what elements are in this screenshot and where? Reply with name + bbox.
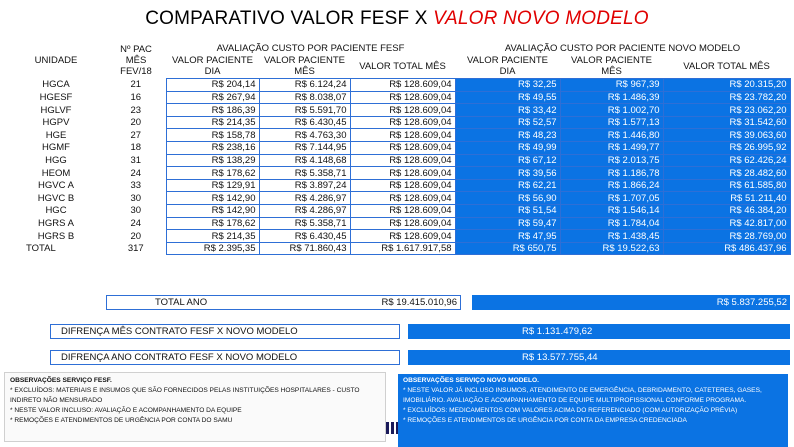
novo-dia-cell: R$ 33,42 [455,104,560,117]
table-body [6,79,790,243]
novo-total-cell: R$ 28.482,60 [663,167,790,180]
novo-mes-cell: R$ 1.486,39 [560,91,663,104]
table-row [6,154,790,167]
novo-total-cell: R$ 51.211,40 [663,192,790,205]
dif-mes-label-box [50,324,400,339]
header-npac: Nº PAC MÊS FEV/18 [120,43,152,77]
table-row [6,205,790,218]
novo-dia-cell: R$ 59,47 [455,217,560,230]
novo-dia-cell: R$ 62,21 [455,179,560,192]
obs-fesf-box [4,372,386,442]
novo-total-cell: R$ 23.062,20 [663,104,790,117]
title-part2: VALOR NOVO MODELO [433,8,649,29]
fesf-dia-cell: R$ 178,62 [166,167,259,180]
novo-dia-cell: R$ 49,99 [455,142,560,155]
dif-mes-value-box [408,324,790,339]
novo-mes-cell: R$ 1.577,13 [560,116,663,129]
dif-ano-value-box [408,350,790,365]
npac-cell: 20 [130,230,142,242]
novo-mes-cell: R$ 1.707,05 [560,192,663,205]
npac-cell: 30 [130,192,142,204]
header-fesf-group: AVALIAÇÃO CUSTO POR PACIENTE FESF [216,42,405,54]
unit-cell: HGPV [42,117,70,129]
unit-cell: HGLVF [40,104,72,116]
novo-total-cell: R$ 42.817,00 [663,217,790,230]
page-title [0,8,794,30]
header-novo-dia: VALOR PACIENTE DIA [467,54,548,77]
header-novo-group: AVALIAÇÃO CUSTO POR PACIENTE NOVO MODELO [504,42,741,54]
novo-total-cell: R$ 61.585,80 [663,179,790,192]
novo-mes-cell: R$ 1.002,70 [560,104,663,117]
fesf-dia-cell: R$ 129,91 [166,179,259,192]
dif-mes-row [50,324,790,339]
fesf-dia-cell: R$ 186,39 [166,104,259,117]
total-ano-novo-value: R$ 5.837.255,52 [716,297,787,308]
table-row [6,91,790,104]
obs-novo-item: * EXCLUÍDOS: MEDICAMENTOS COM VALORES ACIMA DO REFERENCIADO (COM AUTORIZAÇÃO PRÉVIA) [403,407,738,414]
total-novo-dia: R$ 650,75 [455,242,560,255]
fesf-total-cell: R$ 128.609,04 [350,79,455,92]
title-part1: COMPARATIVO VALOR FESF X [145,8,434,29]
fesf-total-cell: R$ 128.609,04 [350,116,455,129]
novo-total-cell: R$ 28.769,00 [663,230,790,243]
fesf-total-cell: R$ 128.609,04 [350,104,455,117]
table-row [6,79,790,92]
fesf-mes-cell: R$ 6.430,45 [259,230,350,243]
obs-fesf-item: * EXCLUÍDOS: MATERIAIS E INSUMOS QUE SÃO FORNECIDOS PELAS INSTITUIÇÕES HOSPITALARES - CUSTO INDIRETO NÃO MENSURADO [10,387,360,404]
total-npac: 317 [127,243,144,255]
dif-ano-label-box [50,350,400,365]
obs-fesf-item: * REMOÇÕES E ATENDIMENTOS DE URGÊNCIA POR CONTA DO SAMU [10,417,233,424]
dif-mes-label: DIFRENÇA MÊS CONTRATO FESF X NOVO MODELO [61,326,298,337]
npac-cell: 30 [130,205,142,217]
header-fesf-total: VALOR TOTAL MÊS [359,60,446,72]
total-ano-novo-box [472,295,790,310]
novo-mes-cell: R$ 1.438,45 [560,230,663,243]
fesf-dia-cell: R$ 204,14 [166,79,259,92]
total-fesf-mes: R$ 71.860,43 [259,242,350,255]
fesf-mes-cell: R$ 4.286,97 [259,192,350,205]
obs-novo-title: OBSERVAÇÕES SERVIÇO NOVO MODELO. [403,377,539,384]
table-row [6,142,790,155]
dif-mes-value: R$ 1.131.479,62 [522,326,593,337]
npac-cell: 27 [130,129,142,141]
fesf-mes-cell: R$ 5.358,71 [259,217,350,230]
fesf-dia-cell: R$ 138,29 [166,154,259,167]
total-ano-fesf-box [106,295,461,310]
total-label: TOTAL [26,243,56,255]
novo-dia-cell: R$ 51,54 [455,205,560,218]
table-row [6,104,790,117]
fesf-total-cell: R$ 128.609,04 [350,205,455,218]
fesf-total-cell: R$ 128.609,04 [350,91,455,104]
obs-novo-item: * NESTE VALOR JÁ INCLUSO INSUMOS, ATENDIMENTO DE EMERGÊNCIA, DEBRIDAMENTO, CATETERES, GASES, IMOBILIÁRIO. AVALIAÇÃO E ACOMPANHAMENTO DE EQUIPE MULTIPROFISSIONAL CONFORME PROGRAMA. [403,387,762,404]
table-row [6,167,790,180]
novo-total-cell: R$ 46.384,20 [663,205,790,218]
novo-mes-cell: R$ 1.499,77 [560,142,663,155]
novo-dia-cell: R$ 47,95 [455,230,560,243]
header-fesf-mes: VALOR PACIENTE MÊS [264,54,345,77]
table-row [6,179,790,192]
fesf-dia-cell: R$ 267,94 [166,91,259,104]
novo-mes-cell: R$ 1.784,04 [560,217,663,230]
fesf-total-cell: R$ 128.609,04 [350,154,455,167]
fesf-total-cell: R$ 128.609,04 [350,230,455,243]
unit-cell: HEOM [41,167,71,179]
dif-ano-label: DIFRENÇA ANO CONTRATO FESF X NOVO MODELO [61,352,298,363]
unit-cell: HGRS A [38,217,74,229]
table-row [6,116,790,129]
dif-ano-row [50,350,790,365]
fesf-total-cell: R$ 128.609,04 [350,129,455,142]
total-ano-label: TOTAL ANO [155,297,208,308]
novo-total-cell: R$ 31.542,60 [663,116,790,129]
novo-total-cell: R$ 20.315,20 [663,79,790,92]
table-row [6,192,790,205]
novo-mes-cell: R$ 1.866,24 [560,179,663,192]
novo-dia-cell: R$ 49,55 [455,91,560,104]
total-fesf-dia: R$ 2.395,35 [166,242,259,255]
obs-fesf-title: OBSERVAÇÕES SERVIÇO FESF. [10,377,112,384]
fesf-mes-cell: R$ 8.038,07 [259,91,350,104]
unit-cell: HGMF [42,142,70,154]
total-row [6,242,790,255]
header-unidade: UNIDADE [34,54,78,66]
unit-cell: HGG [45,154,67,166]
unit-cell: HGE [45,129,67,141]
fesf-dia-cell: R$ 178,62 [166,217,259,230]
table-row [6,230,790,243]
npac-cell: 24 [130,167,142,179]
npac-cell: 31 [130,154,142,166]
fesf-total-cell: R$ 128.609,04 [350,192,455,205]
obs-novo-item: * REMOÇÕES E ATENDIMENTOS DE URGÊNCIA POR CONTA DA EMPRESA CREDENCIADA [403,417,687,424]
unit-cell: HGC [45,205,67,217]
total-fesf-total: R$ 1.617.917,58 [350,242,455,255]
novo-dia-cell: R$ 56,90 [455,192,560,205]
fesf-mes-cell: R$ 6.124,24 [259,79,350,92]
npac-cell: 23 [130,104,142,116]
unit-cell: HGRS B [37,230,75,242]
npac-cell: 21 [130,79,142,91]
unit-cell: HGESF [39,91,73,103]
fesf-total-cell: R$ 128.609,04 [350,179,455,192]
header-novo-total: VALOR TOTAL MÊS [683,60,770,72]
obs-fesf-item: * NESTE VALOR INCLUSO: AVALIAÇÃO E ACOMPANHAMENTO DA EQUIPE [10,407,242,414]
novo-mes-cell: R$ 1.186,78 [560,167,663,180]
fesf-mes-cell: R$ 4.286,97 [259,205,350,218]
npac-cell: 16 [130,91,142,103]
fesf-mes-cell: R$ 5.358,71 [259,167,350,180]
novo-mes-cell: R$ 2.013,75 [560,154,663,167]
unit-cell: HGVC B [37,192,75,204]
comparison-table [6,42,791,255]
novo-dia-cell: R$ 39,56 [455,167,560,180]
novo-dia-cell: R$ 48,23 [455,129,560,142]
table-row [6,217,790,230]
fesf-mes-cell: R$ 6.430,45 [259,116,350,129]
fesf-mes-cell: R$ 5.591,70 [259,104,350,117]
unit-cell: HGVC A [38,180,74,192]
fesf-dia-cell: R$ 214,35 [166,230,259,243]
header-fesf-dia: VALOR PACIENTE DIA [172,54,253,77]
fesf-dia-cell: R$ 158,78 [166,129,259,142]
total-novo-total: R$ 486.437,96 [663,242,790,255]
unit-cell: HGCA [42,79,70,91]
fesf-total-cell: R$ 128.609,04 [350,142,455,155]
novo-total-cell: R$ 26.995,92 [663,142,790,155]
npac-cell: 20 [130,117,142,129]
npac-cell: 18 [130,142,142,154]
fesf-total-cell: R$ 128.609,04 [350,167,455,180]
novo-dia-cell: R$ 32,25 [455,79,560,92]
obs-novo-box [398,374,788,447]
fesf-mes-cell: R$ 7.144,95 [259,142,350,155]
total-novo-mes: R$ 19.522,63 [560,242,663,255]
fesf-mes-cell: R$ 4.148,68 [259,154,350,167]
fesf-dia-cell: R$ 214,35 [166,116,259,129]
novo-total-cell: R$ 39.063,60 [663,129,790,142]
novo-mes-cell: R$ 967,39 [560,79,663,92]
fesf-dia-cell: R$ 238,16 [166,142,259,155]
fesf-mes-cell: R$ 4.763,30 [259,129,350,142]
fesf-dia-cell: R$ 142,90 [166,192,259,205]
novo-dia-cell: R$ 52,57 [455,116,560,129]
fesf-mes-cell: R$ 3.897,24 [259,179,350,192]
novo-dia-cell: R$ 67,12 [455,154,560,167]
novo-total-cell: R$ 23.782,20 [663,91,790,104]
novo-total-cell: R$ 62.426,24 [663,154,790,167]
total-ano-fesf-value: R$ 19.415.010,96 [381,297,457,308]
novo-mes-cell: R$ 1.446,80 [560,129,663,142]
npac-cell: 33 [130,180,142,192]
header-novo-mes: VALOR PACIENTE MÊS [571,54,652,77]
dif-ano-value: R$ 13.577.755,44 [522,352,598,363]
table-row [6,129,790,142]
novo-mes-cell: R$ 1.546,14 [560,205,663,218]
fesf-total-cell: R$ 128.609,04 [350,217,455,230]
npac-cell: 24 [130,217,142,229]
fesf-dia-cell: R$ 142,90 [166,205,259,218]
